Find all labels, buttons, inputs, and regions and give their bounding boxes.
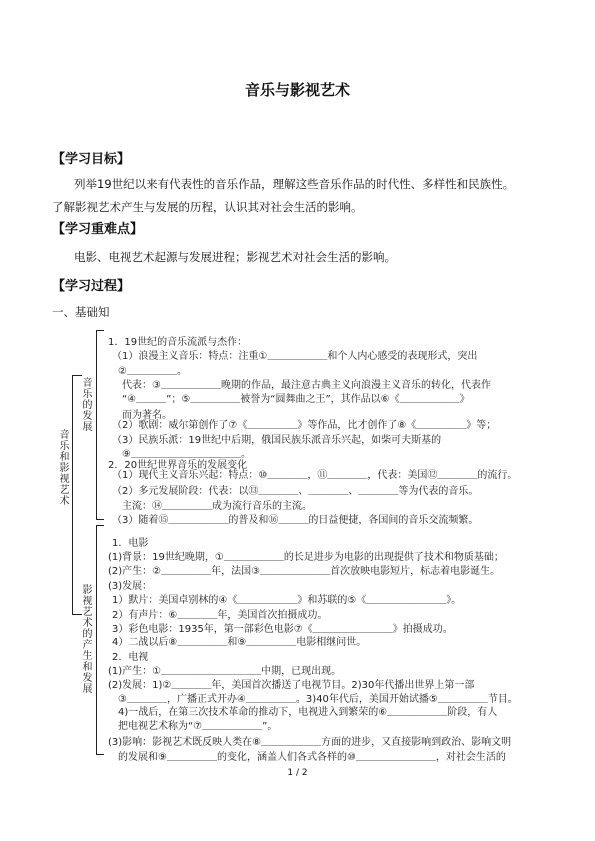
keypoints-line: 电影、电视艺术起源与发展进程；影视艺术对社会生活的影响。 — [74, 250, 396, 264]
music-line: （1）现代主义音乐兴起：特点：⑩＿＿＿＿，⑪＿＿＿＿，代表：美国⑫＿＿＿＿的流行。 — [112, 470, 518, 481]
process-heading: 【学习过程】 — [52, 279, 131, 294]
page-number: 1 / 2 — [287, 768, 308, 778]
music-line: （2）多元发展阶段：代表：以⑬＿＿＿＿、＿＿＿＿、＿＿＿＿等为代表的音乐。 — [112, 486, 479, 497]
film-line: (3)发展： — [108, 581, 153, 592]
film-bracket-bottom — [96, 754, 104, 755]
goals-line-2: 了解影视艺术产生与发展的历程，认识其对社会生活的影响。 — [52, 200, 363, 214]
music-bracket-bottom — [96, 519, 104, 520]
music-bracket — [96, 330, 97, 520]
goals-heading: 【学习目标】 — [52, 152, 131, 167]
music-line: （3）民族乐派：19世纪中后期，俄国民族乐派音乐兴起，如柴可夫斯基的 — [112, 435, 442, 446]
film-line: 2）有声片：⑥＿＿＿＿年，美国首次拍摄成功。 — [112, 610, 328, 621]
music-line: ⑨＿＿＿＿＿＿＿＿＿＿＿。 — [122, 449, 251, 460]
film-line: (2)发展：1)②＿＿＿＿年，美国首次播送了电视节目。2)30年代播出世界上第一部 — [108, 680, 475, 691]
film-bracket-top — [96, 525, 104, 526]
film-line: 的发展和⑨＿＿＿＿＿的变化，涵盖人们各式各样的⑩＿＿＿＿＿＿＿＿，对社会生活的 — [118, 752, 506, 763]
page-title: 音乐与影视艺术 — [244, 81, 350, 99]
outer-bracket — [72, 375, 73, 615]
music-line: 而为著名。 — [122, 410, 172, 421]
music-side-label: 音乐的发展 — [82, 378, 93, 433]
film-line: 把电视艺术称为“⑦＿＿＿＿＿＿”。 — [118, 721, 278, 732]
music-line: “④＿＿＿”；⑤＿＿＿＿＿被誉为“圆舞曲之王”，其作品以⑥《＿＿＿＿＿＿》 — [122, 394, 470, 405]
film-line: ③＿＿＿＿，广播正式开办④＿＿＿＿＿。3)40年代后，美国开始试播⑤＿＿＿＿＿节目。 — [118, 694, 518, 705]
film-line: 3）彩色电影：1935年，第一部彩色电影⑦《＿＿＿＿＿＿＿＿》拍摄成功。 — [112, 624, 453, 635]
outer-side-label: 音乐和影视艺术 — [59, 430, 70, 507]
basics-label: 一、基础知 — [52, 305, 110, 319]
music-line: ②＿＿＿＿＿。 — [118, 366, 187, 377]
film-line: (3)影响：影视艺术既反映人类在⑧＿＿＿＿＿＿方面的进步，又直接影响到政治、影响文明 — [108, 737, 512, 748]
music-line: 代表：③＿＿＿＿＿＿晚期的作品，最注意古典主义向浪漫主义音乐的转化，代表作 — [122, 380, 491, 391]
keypoints-heading: 【学习重难点】 — [52, 222, 144, 237]
music-line: 主流：⑭＿＿＿＿＿成为流行音乐的主流。 — [122, 501, 312, 512]
music-line: （2）歌剧：威尔第创作了⑦《＿＿＿＿＿》等作品，比才创作了⑧《＿＿＿＿＿》等； — [112, 420, 497, 431]
music-line: （3）随着⑮＿＿＿＿＿＿的普及和⑯＿＿＿的日益便捷，各国间的音乐交流频繁。 — [112, 515, 479, 526]
film-line: 2．电视 — [112, 652, 149, 663]
film-line: (2)产生：②＿＿＿＿＿年，法国③＿＿＿＿＿＿＿首次放映电影短片，标志着电影诞生。 — [108, 566, 501, 577]
outer-bracket-top — [72, 375, 82, 376]
music-line: （1）浪漫主义音乐：特点：注重①＿＿＿＿＿＿和个人内心感受的表现形式，突出 — [112, 351, 478, 362]
outer-bracket-bottom — [72, 614, 82, 615]
film-side-label: 影视艺术的产生和发展 — [82, 585, 93, 695]
film-line: 1．电影 — [112, 538, 149, 549]
film-line: 4)一战后，在第三次技术革命的推动下，电视进入到繁荣的⑥＿＿＿＿＿＿阶段，有人 — [118, 707, 498, 718]
film-line: 1）默片：美国卓别林的④《＿＿＿＿＿＿》和苏联的⑤《＿＿＿＿＿＿＿＿》。 — [112, 595, 462, 606]
music-line: 1．19世纪的音乐流派与杰作： — [108, 337, 248, 348]
film-line: (1)背景：19世纪晚期，①＿＿＿＿＿＿的长足进步为电影的出现提供了技术和物质基础； — [108, 552, 504, 563]
music-bracket-top — [96, 330, 104, 331]
music-line: 2．20世纪世界音乐的发展变化 — [108, 460, 248, 471]
film-line: 4）二战以后⑧＿＿＿＿＿和⑨＿＿＿＿＿电影相继问世。 — [112, 637, 367, 648]
goals-line-1: 列举19世纪以来有代表性的音乐作品，理解这些音乐作品的时代性、多样性和民族性。 — [74, 177, 515, 191]
film-bracket — [96, 525, 97, 755]
film-line: (1)产生：①＿＿＿＿＿＿＿＿＿＿中期，已现出现。 — [108, 666, 342, 677]
